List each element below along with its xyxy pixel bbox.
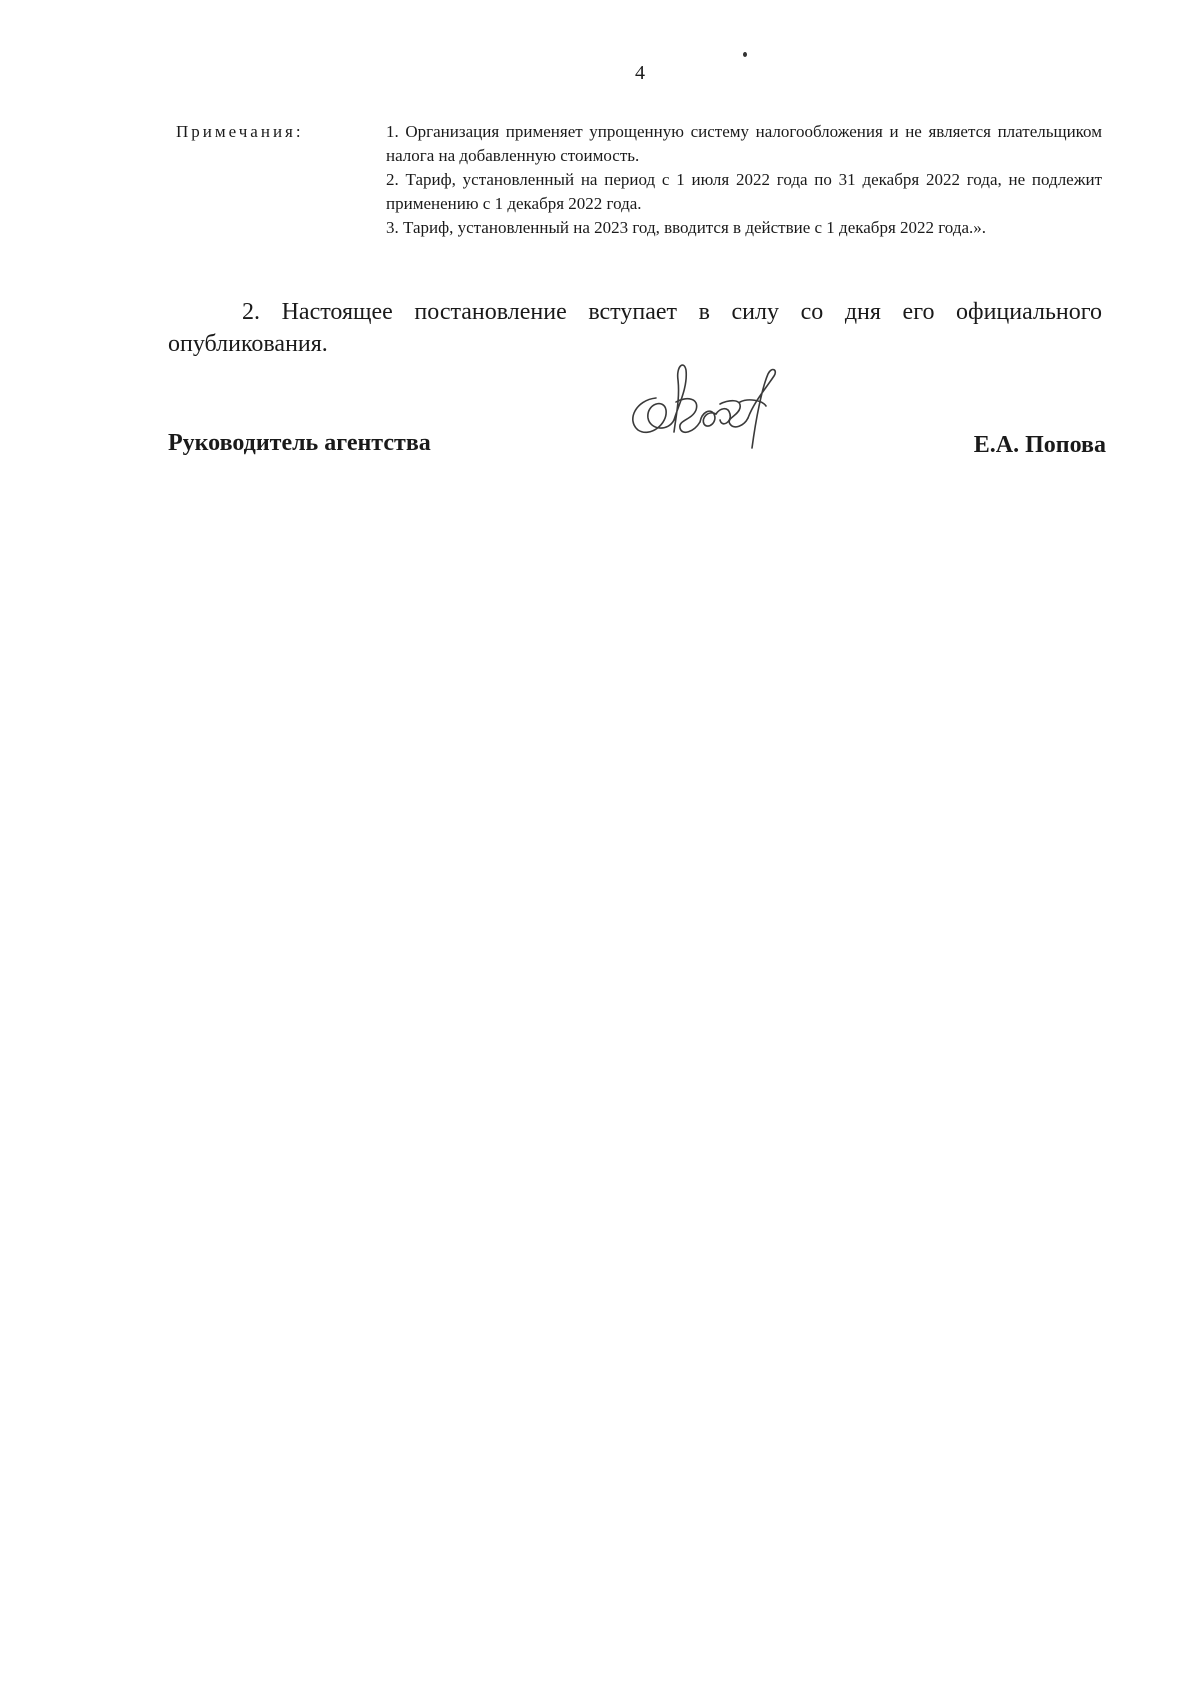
signature-block (168, 420, 1106, 480)
scan-speck (743, 52, 747, 57)
signatory-name: Е.А. Попова (973, 432, 1106, 458)
handwritten-signature-icon (616, 358, 796, 468)
notes-label: Примечания: (176, 122, 304, 141)
note-item-3: 3. Тариф, установленный на 2023 год, вводится в действие с 1 декабря 2022 года.». (386, 218, 987, 237)
notes-section (176, 120, 1102, 240)
note-item-1: 1. Организация применяет упрощенную систему налогообложения и не является плательщиком налога на добавленную стоимость. (386, 122, 1102, 165)
notes-list (386, 120, 1102, 240)
signatory-title: Руководитель агентства (168, 430, 431, 456)
effective-date-paragraph: 2. Настоящее постановление вступает в силу со дня его официального опубликования. (168, 299, 1102, 357)
page-number: 4 (635, 62, 645, 84)
note-item-2: 2. Тариф, установленный на период с 1 июля 2022 года по 31 декабря 2022 года, не подлежит применению с 1 декабря 2022 года. (386, 170, 1102, 213)
